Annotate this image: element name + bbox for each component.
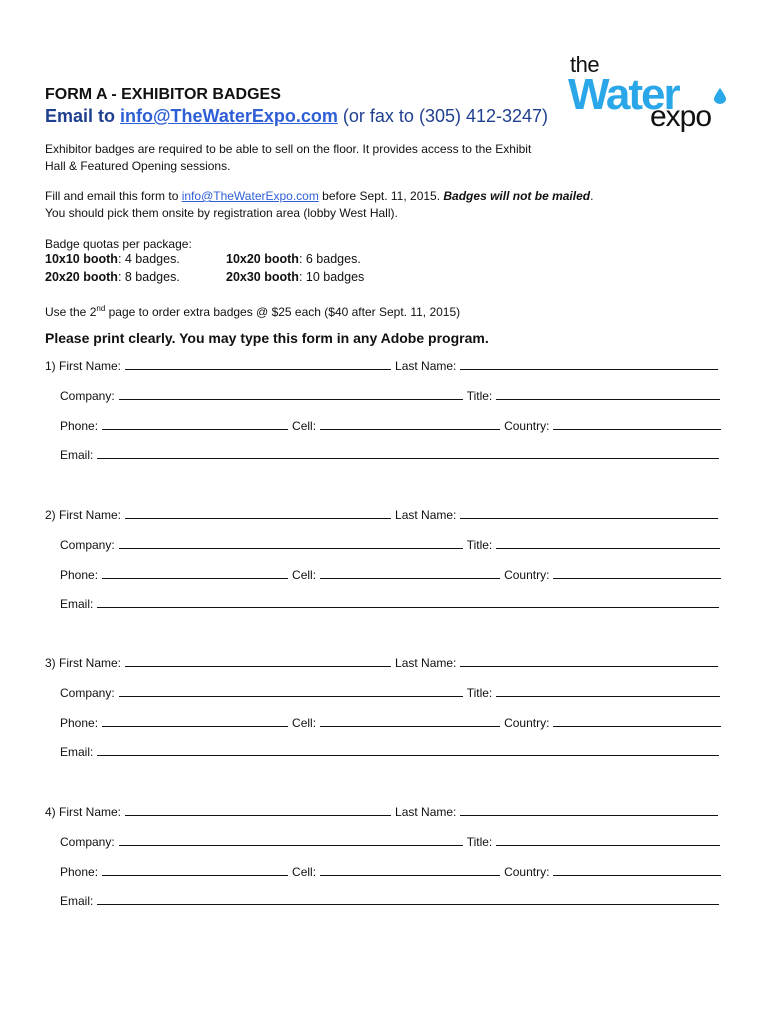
entry-4-company-row: [60, 833, 720, 849]
country-field[interactable]: [553, 863, 721, 876]
fill-end: .: [590, 189, 594, 203]
last-name-label: Last Name:: [395, 507, 457, 522]
country-label: Country:: [504, 567, 550, 582]
title-field[interactable]: [496, 387, 720, 400]
email-label: Email:: [60, 893, 94, 908]
quota-20x20: [45, 270, 180, 284]
cell-field[interactable]: [320, 863, 500, 876]
entry-2-email-row: [60, 595, 719, 611]
entry-4-phone-row: [60, 863, 721, 879]
email-label: Email:: [60, 596, 94, 611]
email-field[interactable]: [97, 892, 719, 905]
phone-field[interactable]: [102, 714, 288, 727]
cell-field[interactable]: [320, 566, 500, 579]
cell-label: Cell:: [292, 567, 317, 582]
print-clearly-note: Please print clearly. You may type this form in any Adobe program.: [45, 330, 489, 346]
email-field[interactable]: [97, 595, 719, 608]
company-label: Company:: [60, 834, 115, 849]
entry-3-company-row: [60, 684, 720, 700]
quota-booth: 20x20 booth: [45, 270, 118, 284]
last-name-field[interactable]: [460, 803, 718, 816]
entry-1-phone-row: [60, 417, 721, 433]
title-label: Title:: [466, 389, 493, 403]
water-drop-icon: [714, 88, 726, 104]
entry-4-email-row: [60, 892, 719, 908]
quota-badges: : 4 badges.: [117, 252, 180, 266]
company-field[interactable]: [119, 833, 463, 846]
phone-field[interactable]: [102, 417, 288, 430]
first-name-label: 3) First Name:: [45, 656, 122, 670]
quota-badges: : 8 badges.: [117, 270, 180, 284]
intro-line-2: Hall & Featured Opening sessions.: [45, 159, 231, 173]
fill-email-link[interactable]: info@TheWaterExpo.com: [181, 189, 319, 203]
logo-expo-text: expo: [650, 100, 712, 133]
intro-line-1: Exhibitor badges are required to be able to sell on the floor. It provides access to the Exhibit: [45, 142, 532, 156]
cell-field[interactable]: [320, 714, 500, 727]
pickup-note: You should pick them onsite by registration area (lobby West Hall).: [45, 206, 398, 220]
fill-instructions: [45, 188, 593, 205]
logo-water-text: Water: [568, 70, 679, 119]
country-label: Country:: [504, 419, 550, 433]
cell-label: Cell:: [292, 864, 317, 879]
email-field[interactable]: [97, 446, 719, 459]
title-label: Title:: [466, 537, 493, 552]
cell-field[interactable]: [320, 417, 500, 430]
entry-3-name-row: [45, 654, 718, 670]
title-label: Title:: [466, 686, 493, 700]
cell-label: Cell:: [292, 419, 317, 433]
first-name-field[interactable]: [125, 357, 391, 370]
phone-label: Phone:: [60, 864, 99, 879]
quota-booth: 20x30 booth: [226, 270, 299, 284]
fill-prefix: Fill and email this form to: [45, 189, 182, 203]
title-field[interactable]: [496, 684, 720, 697]
last-name-label: Last Name:: [395, 656, 457, 670]
email-label: Email:: [60, 745, 94, 759]
first-name-field[interactable]: [125, 654, 391, 667]
last-name-label: Last Name:: [395, 804, 457, 819]
company-field[interactable]: [119, 536, 463, 549]
last-name-field[interactable]: [460, 357, 718, 370]
email-link[interactable]: info@TheWaterExpo.com: [120, 106, 338, 126]
phone-label: Phone:: [60, 567, 99, 582]
entry-3-phone-row: [60, 714, 721, 730]
entry-3-email-row: [60, 743, 719, 759]
country-field[interactable]: [553, 417, 721, 430]
intro-paragraph: [45, 141, 531, 175]
last-name-label: Last Name:: [395, 359, 457, 373]
email-label: Email:: [60, 448, 94, 462]
last-name-field[interactable]: [460, 654, 718, 667]
phone-field[interactable]: [102, 863, 288, 876]
first-name-field[interactable]: [125, 803, 391, 816]
quota-heading: Badge quotas per package:: [45, 237, 192, 251]
quota-badges: : 10 badges: [298, 270, 365, 284]
fax-text: (or fax to (305) 412-3247): [337, 106, 549, 126]
quota-booth: 10x20 booth: [226, 252, 299, 266]
extra-suffix: page to order extra badges @ $25 each ($40 after Sept. 11, 2015): [105, 305, 461, 319]
email-field[interactable]: [97, 743, 719, 756]
phone-label: Phone:: [60, 419, 99, 433]
country-field[interactable]: [553, 566, 721, 579]
company-label: Company:: [60, 686, 115, 700]
email-heading: [45, 106, 548, 127]
title-field[interactable]: [496, 833, 720, 846]
entry-1-name-row: [45, 357, 718, 373]
entry-1-company-row: [60, 387, 720, 403]
last-name-field[interactable]: [460, 506, 718, 519]
quota-10x10: [45, 252, 180, 266]
quota-10x20: [226, 252, 361, 266]
first-name-label: 2) First Name:: [45, 507, 122, 522]
company-field[interactable]: [119, 387, 463, 400]
entry-1-email-row: [60, 446, 719, 462]
logo-the-text: the: [570, 52, 600, 77]
extra-badges-note: [45, 300, 460, 321]
first-name-label: 4) First Name:: [45, 804, 122, 819]
quota-badges: : 6 badges.: [298, 252, 361, 266]
title-field[interactable]: [496, 536, 720, 549]
instructions-paragraph: [45, 188, 593, 222]
extra-prefix: Use the 2: [45, 305, 97, 319]
entry-2-company-row: [60, 536, 720, 552]
phone-field[interactable]: [102, 566, 288, 579]
first-name-field[interactable]: [125, 506, 391, 519]
company-field[interactable]: [119, 684, 463, 697]
quota-booth: 10x10 booth: [45, 252, 118, 266]
not-mailed-note: Badges will not be mailed: [443, 189, 591, 203]
entry-2-name-row: [45, 506, 718, 522]
title-label: Title:: [466, 834, 493, 849]
country-label: Country:: [504, 716, 550, 730]
country-label: Country:: [504, 864, 550, 879]
page-title: FORM A - EXHIBITOR BADGES: [45, 86, 281, 103]
quota-20x30: [226, 270, 364, 284]
extra-sup: nd: [96, 304, 106, 313]
entry-2-phone-row: [60, 566, 721, 582]
phone-label: Phone:: [60, 716, 99, 730]
country-field[interactable]: [553, 714, 721, 727]
water-expo-logo: [566, 52, 736, 144]
cell-label: Cell:: [292, 716, 317, 730]
entry-4-name-row: [45, 803, 718, 819]
first-name-label: 1) First Name:: [45, 359, 122, 373]
fill-mid: before Sept. 11, 2015.: [318, 189, 444, 203]
company-label: Company:: [60, 537, 115, 552]
company-label: Company:: [60, 389, 115, 403]
email-prefix: Email to: [45, 106, 121, 126]
